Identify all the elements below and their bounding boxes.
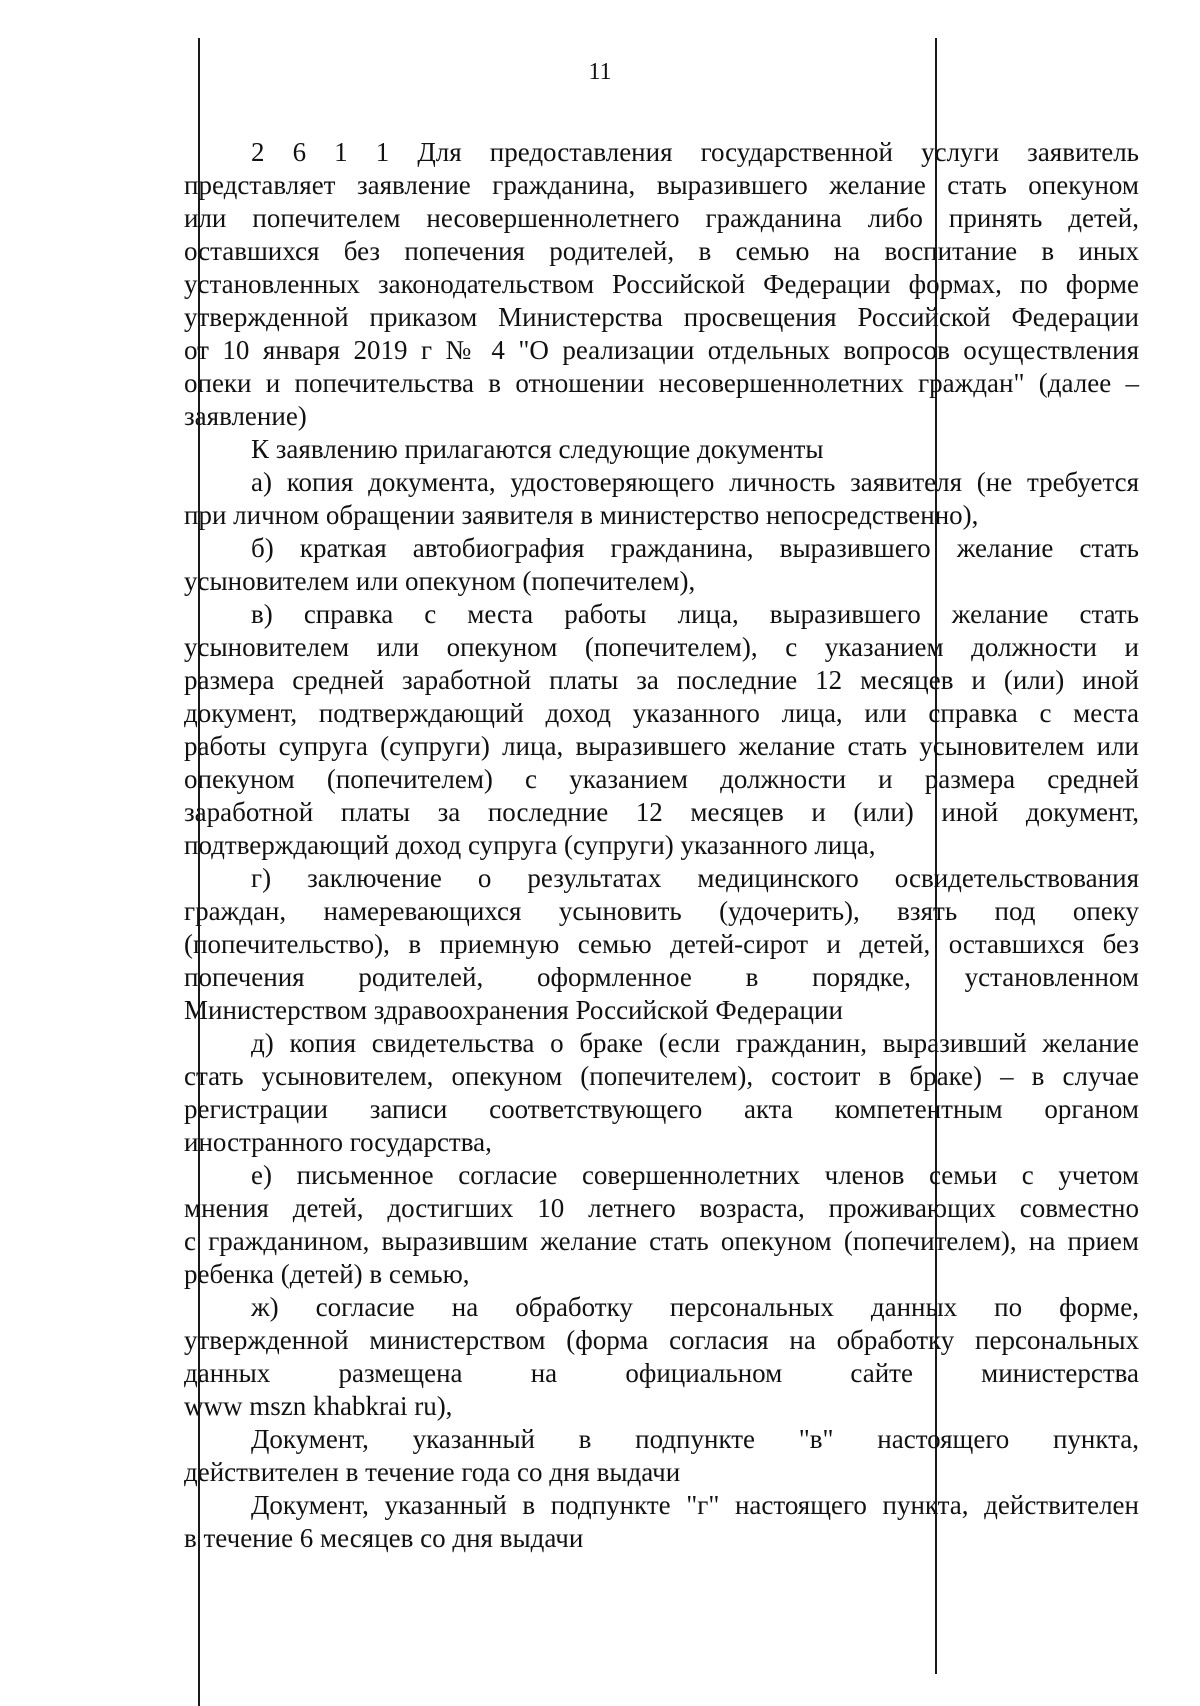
text-line: документ, подтверждающий доход указанного лица, или справка с места	[184, 698, 1139, 728]
text-line: Документ, указанный в подпункте "г" настоящего пункта, действителен	[251, 1490, 1139, 1520]
text-line: г) заключение о результатах медицинского освидетельствования	[251, 863, 1139, 893]
text-line: Документ, указанный в подпункте "в" настоящего пункта,	[251, 1424, 1139, 1454]
text-line: данных размещена на официальном сайте министерства	[184, 1358, 1139, 1388]
text-line: действителен в течение года со дня выдачи	[184, 1457, 681, 1487]
text-line: 2 6 1 1 Для предоставления государственной услуги заявитель	[251, 137, 1139, 167]
text-line: в) справка с места работы лица, выразившего желание стать	[251, 599, 1139, 629]
text-line: опекуном (попечителем) с указанием должности и размера средней	[184, 764, 1139, 794]
text-line: а) копия документа, удостоверяющего личность заявителя (не требуется	[251, 467, 1139, 497]
text-line: Министерством здравоохранения Российской Федерации	[184, 995, 843, 1025]
text-line: стать усыновителем, опекуном (попечителем), состоит в браке) – в случае	[184, 1061, 1139, 1091]
text-line: опеки и попечительства в отношении несовершеннолетних граждан" (далее –	[184, 368, 1139, 398]
text-line: мнения детей, достигших 10 летнего возраста, проживающих совместно	[184, 1193, 1139, 1223]
text-line: б) краткая автобиография гражданина, выразившего желание стать	[251, 533, 1139, 563]
text-line: К заявлению прилагаются следующие документы	[251, 434, 824, 464]
text-line: ж) согласие на обработку персональных данных по форме,	[251, 1292, 1139, 1322]
text-line: от 10 января 2019 г № 4 "О реализации отдельных вопросов осуществления	[184, 335, 1139, 365]
text-line: установленных законодательством Российской Федерации формах, по форме	[184, 269, 1139, 299]
text-line: (попечительство), в приемную семью детей-сирот и детей, оставшихся без	[184, 929, 1139, 959]
text-line: работы супруга (супруги) лица, выразившего желание стать усыновителем или	[184, 731, 1139, 761]
text-line: заявление)	[184, 401, 307, 431]
text-line: или попечителем несовершеннолетнего гражданина либо принять детей,	[184, 203, 1139, 233]
text-line: граждан, намеревающихся усыновить (удочерить), взять под опеку	[184, 896, 1139, 926]
text-line: размера средней заработной платы за последние 12 месяцев и (или) иной	[184, 665, 1139, 695]
text-line: оставшихся без попечения родителей, в семью на воспитание в иных	[184, 236, 1139, 266]
text-line: д) копия свидетельства о браке (если гражданин, выразивший желание	[251, 1028, 1139, 1058]
text-line: в течение 6 месяцев со дня выдачи	[184, 1523, 584, 1553]
text-line: представляет заявление гражданина, выразившего желание стать опекуном	[184, 170, 1139, 200]
text-line: с гражданином, выразившим желание стать опекуном (попечителем), на прием	[184, 1226, 1139, 1256]
text-line: попечения родителей, оформленное в порядке, установленном	[184, 962, 1139, 992]
document-body	[184, 136, 1139, 1555]
text-line: подтверждающий доход супруга (супруги) указанного лица,	[184, 830, 876, 860]
text-line: при личном обращении заявителя в министерство непосредственно),	[184, 500, 979, 530]
text-line: заработной платы за последние 12 месяцев и (или) иной документ,	[184, 797, 1139, 827]
text-line: иностранного государства,	[184, 1127, 492, 1157]
text-line: ребенка (детей) в семью,	[184, 1259, 470, 1289]
text-line: усыновителем или опекуном (попечителем),	[184, 566, 696, 596]
text-line: усыновителем или опекуном (попечителем), с указанием должности и	[184, 632, 1139, 662]
text-line: www mszn khabkrai ru),	[184, 1391, 453, 1421]
text-line: утвержденной приказом Министерства просвещения Российской Федерации	[184, 302, 1139, 332]
page-number: 11	[588, 59, 612, 85]
text-line: утвержденной министерством (форма согласия на обработку персональных	[184, 1325, 1139, 1355]
text-line: регистрации записи соответствующего акта компетентным органом	[184, 1094, 1139, 1124]
text-line: е) письменное согласие совершеннолетних членов семьи с учетом	[251, 1160, 1139, 1190]
